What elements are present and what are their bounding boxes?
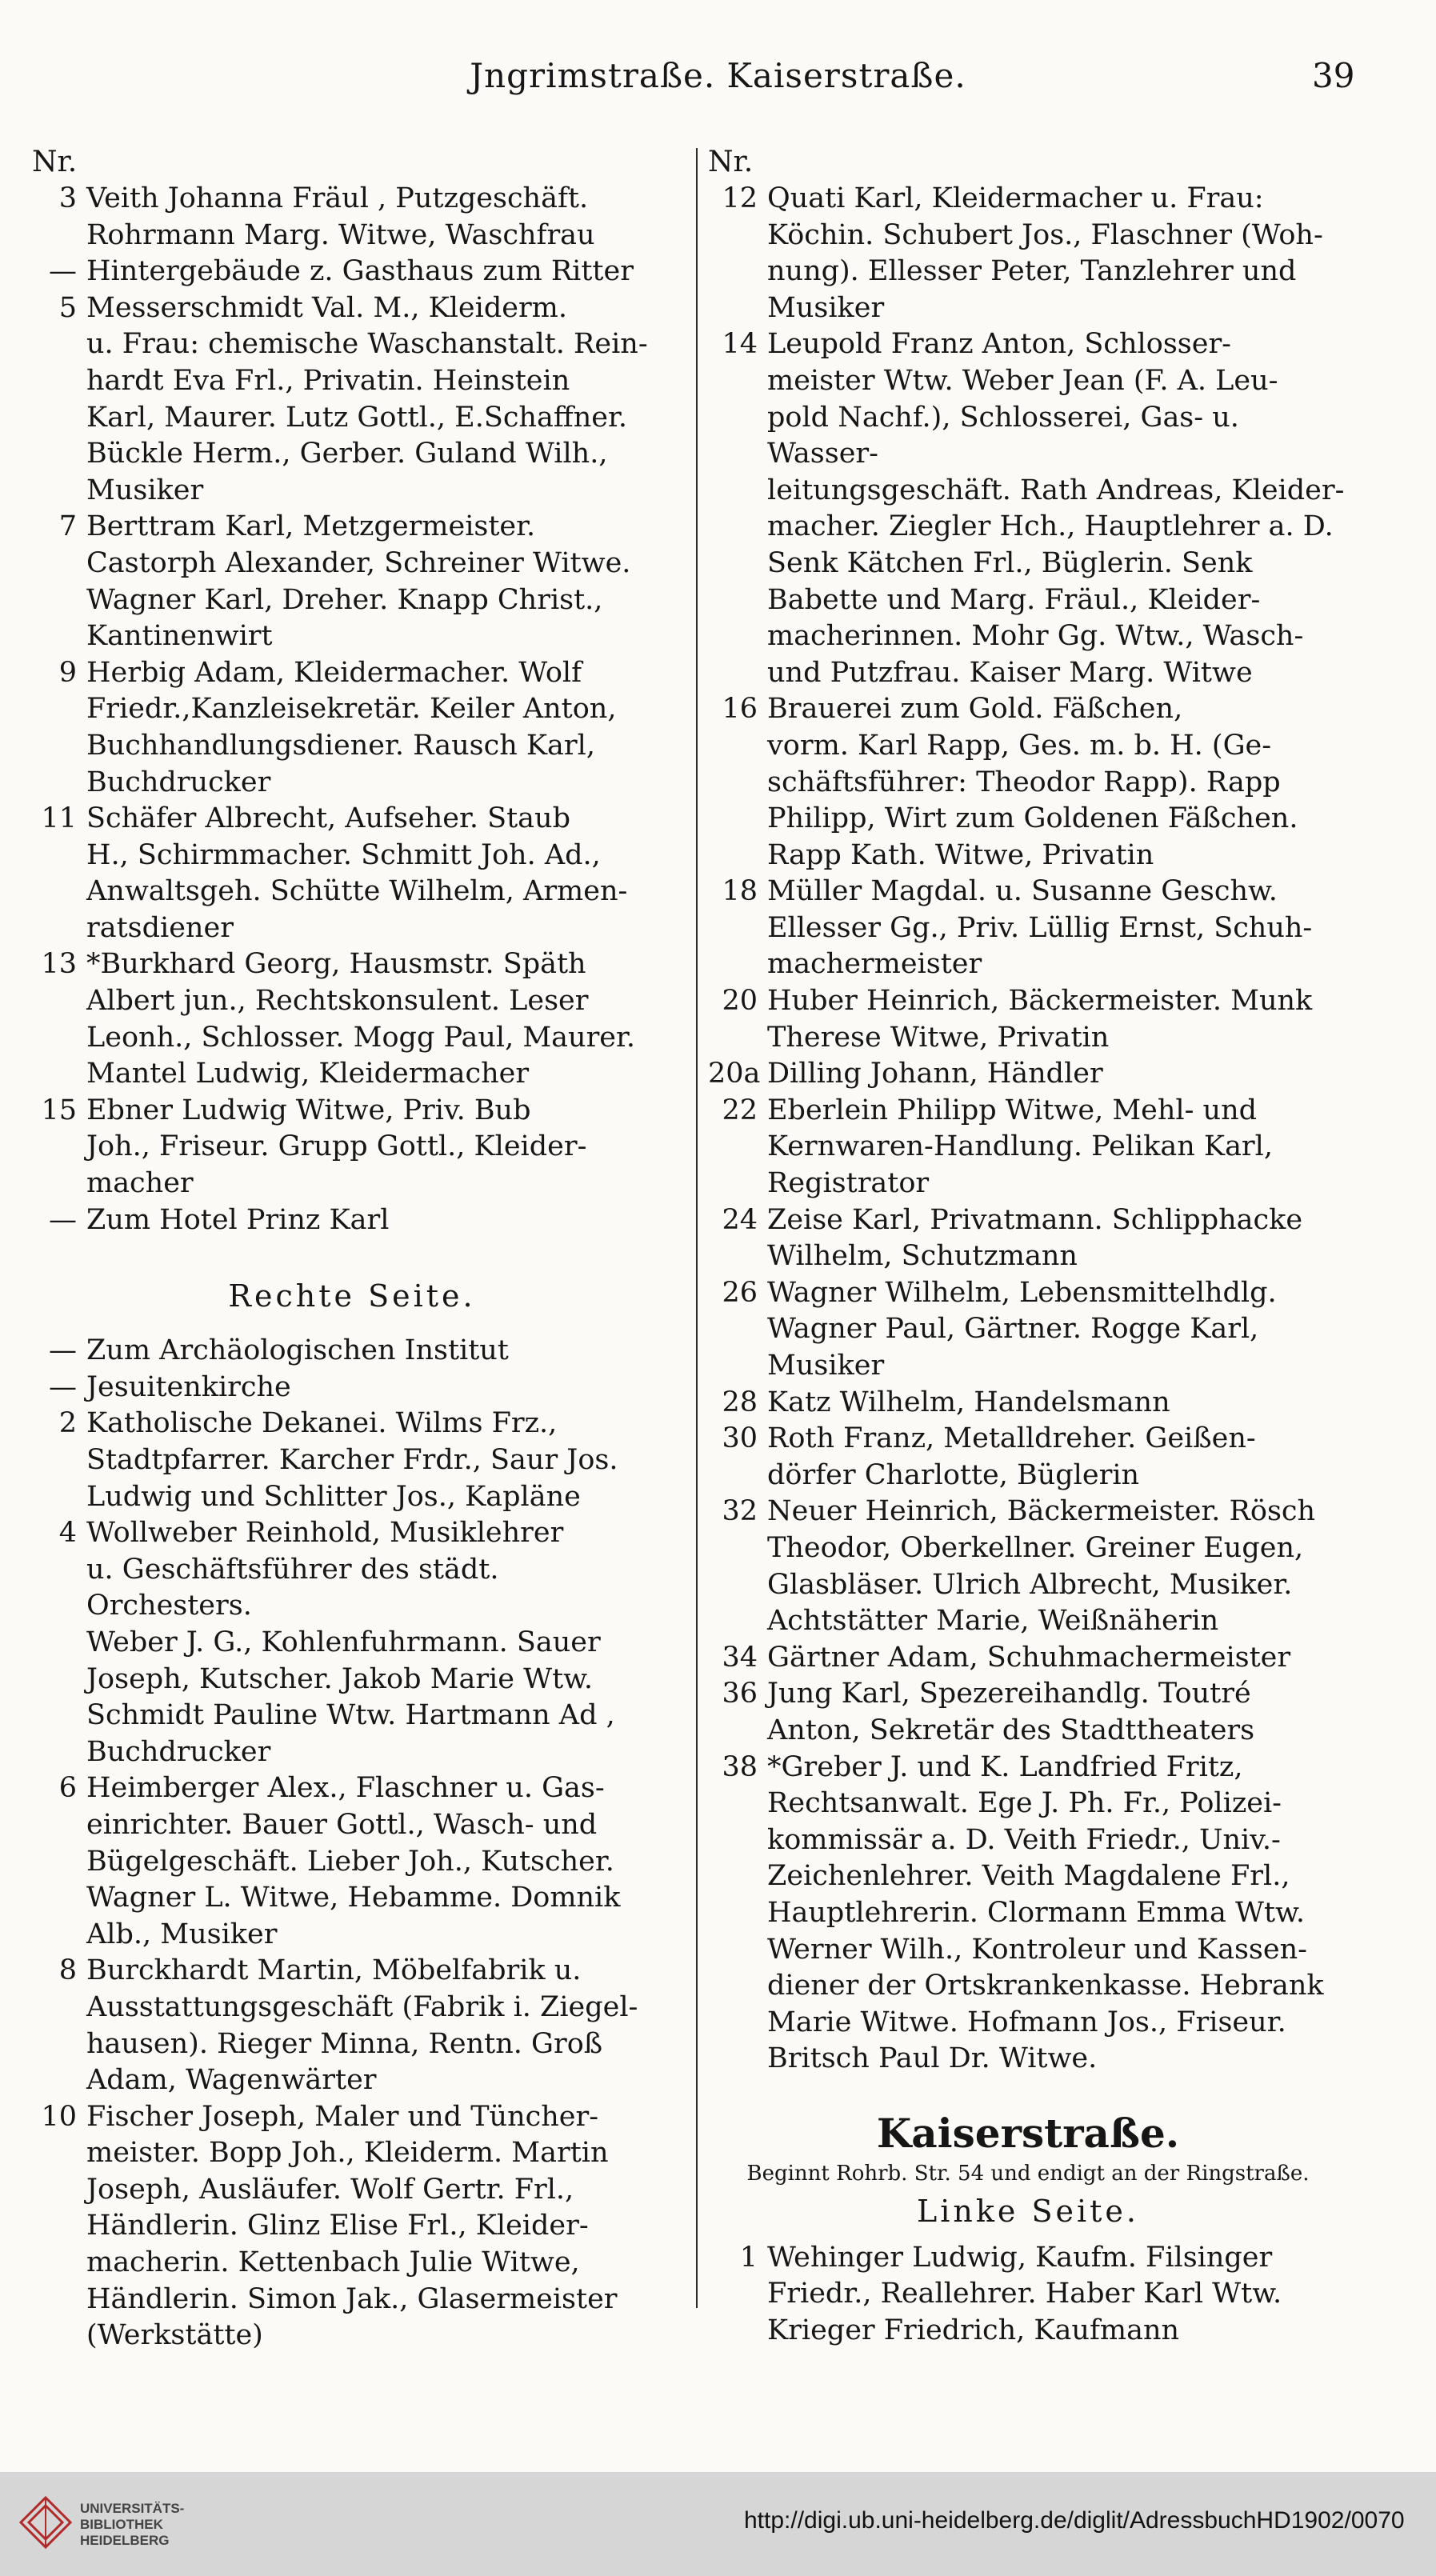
page-number: 39 xyxy=(1312,56,1355,95)
nr-label: Nr. xyxy=(32,146,78,178)
address-entry xyxy=(32,1770,672,1953)
house-number: 36 xyxy=(722,1678,758,1710)
address-entry xyxy=(708,181,1348,326)
address-entry xyxy=(708,1056,1348,1093)
street-title: Kaiserstraße. xyxy=(876,2109,1180,2157)
house-number: 1 xyxy=(739,2241,758,2274)
resident-text: Huber Heinrich, Bäckermeister. Munk Therese Witwe, Privatin xyxy=(767,985,1313,1054)
address-entry xyxy=(32,254,672,290)
house-number: 10 xyxy=(41,2100,77,2133)
right-entries-left-side xyxy=(708,2240,1348,2350)
house-number: 20a xyxy=(708,1058,761,1090)
house-number: 9 xyxy=(58,656,77,689)
resident-text: Leupold Franz Anton, Schlosser- meister Wtw. Weber Jean (F. A. Leu- pold Nachf.), Schlosserei, Gas- u. Wasser- leitungsgeschäft. Rath Andreas, Kleider- macher. Ziegler Hch., Hauptlehrer a. D. Senk Kätchen Frl., Büglerin. Senk Babette und Marg. Fräul., Kleider- macherinnen. Mohr Gg. Wtw., Wasch- und Putzfrau. Kaiser Marg. Witwe xyxy=(767,328,1345,689)
address-entry xyxy=(708,1202,1348,1275)
house-number: — xyxy=(49,1370,77,1403)
right-column xyxy=(708,144,1348,2350)
house-number: 30 xyxy=(722,1422,758,1455)
house-number: — xyxy=(49,1203,77,1236)
address-entry xyxy=(32,1093,672,1202)
house-number: 7 xyxy=(58,510,77,543)
house-number: 11 xyxy=(41,802,77,835)
house-number: 2 xyxy=(58,1407,77,1440)
resident-text: Katz Wilhelm, Handelsmann xyxy=(767,1386,1170,1418)
address-entry xyxy=(708,1676,1348,1749)
house-number: 5 xyxy=(58,291,77,324)
resident-text: Roth Franz, Metalldreher. Geißen- dörfer Charlotte, Büglerin xyxy=(767,1422,1256,1491)
resident-text: Zeise Karl, Privatmann. Schlipphacke Wilhelm, Schutzmann xyxy=(767,1203,1303,1273)
address-entry xyxy=(32,1515,672,1770)
house-number: 15 xyxy=(41,1094,77,1126)
resident-text: Jesuitenkirche xyxy=(86,1370,291,1403)
resident-text: Messerschmidt Val. M., Kleiderm. u. Frau: chemische Waschanstalt. Rein- hardt Eva Frl., Privatin. Heinstein Karl, Maurer. Lutz Gottl., E.Schaffner. Bückle Herm., Gerber. Guland Wilh., Musiker xyxy=(86,291,648,506)
address-entry xyxy=(32,946,672,1092)
resident-text: Wagner Wilhelm, Lebensmittelhdlg. Wagner Paul, Gärtner. Rogge Karl, Musiker xyxy=(767,1276,1277,1382)
resident-text: *Burkhard Georg, Hausmstr. Späth Albert jun., Rechtskonsulent. Leser Leonh., Schlosser. Mogg Paul, Maurer. Mantel Ludwig, Kleidermacher xyxy=(86,948,636,1090)
address-entry xyxy=(708,1421,1348,1494)
house-number: 12 xyxy=(722,182,758,214)
resident-text: *Greber J. und K. Landfried Fritz, Rechtsanwalt. Ege J. Ph. Fr., Polizei- kommissär a. D. Veith Friedr., Univ.- Zeichenlehrer. Veith Magdalene Frl., Hauptlehrerin. Clormann Emma Wtw. Werner Wilh., Kontroleur und Kassen- diener der Ortskrankenkasse. Hebrank Marie Witwe. Hofmann Jos., Friseur. Britsch Paul Dr. Witwe. xyxy=(767,1750,1324,2075)
house-number: 8 xyxy=(58,1954,77,1987)
resident-text: Zum Hotel Prinz Karl xyxy=(86,1203,390,1236)
house-number: 28 xyxy=(722,1386,758,1418)
house-number: 13 xyxy=(41,948,77,981)
house-number: 14 xyxy=(722,328,758,361)
address-entry xyxy=(708,1275,1348,1385)
house-number: 20 xyxy=(722,985,758,1018)
resident-text: Wehinger Ludwig, Kaufm. Filsinger Friedr., Reallehrer. Haber Karl Wtw. Krieger Friedrich, Kaufmann xyxy=(767,2241,1282,2347)
column-divider xyxy=(696,148,698,2308)
address-entry xyxy=(708,983,1348,1056)
address-entry xyxy=(32,1202,672,1239)
resident-text: Jung Karl, Spezereihandlg. Toutré Anton, Sekretär des Stadttheaters xyxy=(767,1678,1255,1746)
resident-text: Heimberger Alex., Flaschner u. Gas- einrichter. Bauer Gottl., Wasch- und Bügelgeschäft. Lieber Joh., Kutscher. Wagner L. Witwe, Hebamme. Domnik Alb., Musiker xyxy=(86,1772,621,1950)
footer-bar xyxy=(0,2472,1436,2576)
left-entries xyxy=(32,181,672,1238)
address-entry xyxy=(32,1953,672,2098)
resident-text: Zum Archäologischen Institut xyxy=(86,1334,509,1367)
resident-text: Brauerei zum Gold. Fäßchen, vorm. Karl Rapp, Ges. m. b. H. (Ge- schäftsführer: Theodor Rapp). Rapp Philipp, Wirt zum Goldenen Fäßchen. Rapp Kath. Witwe, Privatin xyxy=(767,693,1298,871)
resident-text: Dilling Johann, Händler xyxy=(767,1058,1103,1090)
left-entries-right-side xyxy=(32,1333,672,2354)
address-entry xyxy=(32,801,672,946)
resident-text: Eberlein Philipp Witwe, Mehl- und Kernwaren-Handlung. Pelikan Karl, Registrator xyxy=(767,1094,1273,1200)
right-entries xyxy=(708,181,1348,2078)
resident-text: Burckhardt Martin, Möbelfabrik u. Ausstattungsgeschäft (Fabrik i. Ziegel- hausen). Rieger Minna, Rentn. Groß Adam, Wagenwärter xyxy=(86,1954,638,2097)
address-entry xyxy=(708,1750,1348,2078)
resident-text: Herbig Adam, Kleidermacher. Wolf Friedr.,Kanzleisekretär. Keiler Anton, Buchhandlungsdiener. Rausch Karl, Buchdrucker xyxy=(86,656,617,798)
house-number: 4 xyxy=(58,1517,77,1550)
resident-text: Wollweber Reinhold, Musiklehrer u. Geschäftsführer des städt. Orchesters. Weber J. G., Kohlenfuhrmann. Sauer Joseph, Kutscher. Jakob Marie Wtw. Schmidt Pauline Wtw. Hartmann Ad , Buchdrucker xyxy=(86,1517,615,1768)
resident-text: Ebner Ludwig Witwe, Priv. Bub Joh., Friseur. Grupp Gottl., Kleider- macher xyxy=(86,1094,587,1200)
house-number: 22 xyxy=(722,1094,758,1126)
resident-text: Berttram Karl, Metzgermeister. Castorph Alexander, Schreiner Witwe. Wagner Karl, Dreher. Knapp Christ., Kantinenwirt xyxy=(86,510,631,653)
running-title: Jngrimstraße. Kaiserstraße. xyxy=(470,56,966,95)
address-entry xyxy=(32,655,672,801)
street-subtitle: Beginnt Rohrb. Str. 54 und endigt an der Ringstraße. xyxy=(746,2161,1310,2186)
house-number: 3 xyxy=(58,182,77,214)
resident-text: Fischer Joseph, Maler und Tüncher- meister. Bopp Joh., Kleiderm. Martin Joseph, Ausläufer. Wolf Gertr. Frl., Händlerin. Glinz Elise Frl., Kleider- macherin. Kettenbach Julie Witwe, Händlerin. Simon Jak., Glasermeister (Werkstätte) xyxy=(86,2100,618,2352)
university-library-logo-icon xyxy=(18,2494,74,2550)
address-entry xyxy=(708,1494,1348,1639)
resident-text: Katholische Dekanei. Wilms Frz., Stadtpfarrer. Karcher Frdr., Saur Jos. Ludwig und Schlitter Jos., Kapläne xyxy=(86,1407,618,1513)
address-entry xyxy=(708,1385,1348,1422)
section-heading-right-side: Rechte Seite. xyxy=(228,1278,476,1314)
resident-text: Veith Johanna Fräul , Putzgeschäft. Rohrmann Marg. Witwe, Waschfrau xyxy=(86,182,595,251)
address-entry xyxy=(32,1406,672,1515)
house-number: — xyxy=(49,255,77,288)
address-entry xyxy=(708,1640,1348,1677)
address-entry xyxy=(32,509,672,654)
house-number: — xyxy=(49,1334,77,1367)
address-entry xyxy=(32,1333,672,1370)
address-entry xyxy=(32,2099,672,2354)
house-number: 24 xyxy=(722,1203,758,1236)
left-column xyxy=(32,144,672,2354)
house-number: 34 xyxy=(722,1641,758,1674)
nr-label: Nr. xyxy=(708,146,754,178)
resident-text: Gärtner Adam, Schuhmachermeister xyxy=(767,1641,1291,1674)
house-number: 18 xyxy=(722,875,758,908)
address-entry xyxy=(708,1093,1348,1202)
resident-text: Schäfer Albrecht, Aufseher. Staub H., Schirmmacher. Schmitt Joh. Ad., Anwaltsgeh. Schütte Wilhelm, Armen- ratsdiener xyxy=(86,802,628,944)
resident-text: Müller Magdal. u. Susanne Geschw. Ellesser Gg., Priv. Lüllig Ernst, Schuh- machermeister xyxy=(767,875,1313,981)
library-name: UNIVERSITÄTS- BIBLIOTHEK HEIDELBERG xyxy=(80,2501,185,2548)
house-number: 6 xyxy=(58,1772,77,1805)
house-number: 32 xyxy=(722,1495,758,1528)
address-entry xyxy=(32,1370,672,1406)
address-entry xyxy=(708,874,1348,983)
address-entry xyxy=(32,181,672,254)
house-number: 16 xyxy=(722,693,758,726)
address-entry xyxy=(708,691,1348,874)
resident-text: Quati Karl, Kleidermacher u. Frau: Köchin. Schubert Jos., Flaschner (Woh- nung). Ellesser Peter, Tanzlehrer und Musiker xyxy=(767,182,1323,324)
address-entry xyxy=(708,2240,1348,2350)
house-number: 26 xyxy=(722,1276,758,1309)
house-number: 38 xyxy=(722,1750,758,1783)
resident-text: Hintergebäude z. Gasthaus zum Ritter xyxy=(86,255,634,288)
source-url-link[interactable]: http://digi.ub.uni-heidelberg.de/diglit/AdressbuchHD1902/0070 xyxy=(744,2507,1405,2534)
resident-text: Neuer Heinrich, Bäckermeister. Rösch Theodor, Oberkellner. Greiner Eugen, Glasbläser. Ulrich Albrecht, Musiker. Achtstätter Marie, Weißnäherin xyxy=(767,1495,1316,1638)
address-entry xyxy=(708,326,1348,691)
page-header xyxy=(0,56,1436,104)
address-entry xyxy=(32,290,672,510)
section-heading-left-side: Linke Seite. xyxy=(917,2193,1139,2229)
